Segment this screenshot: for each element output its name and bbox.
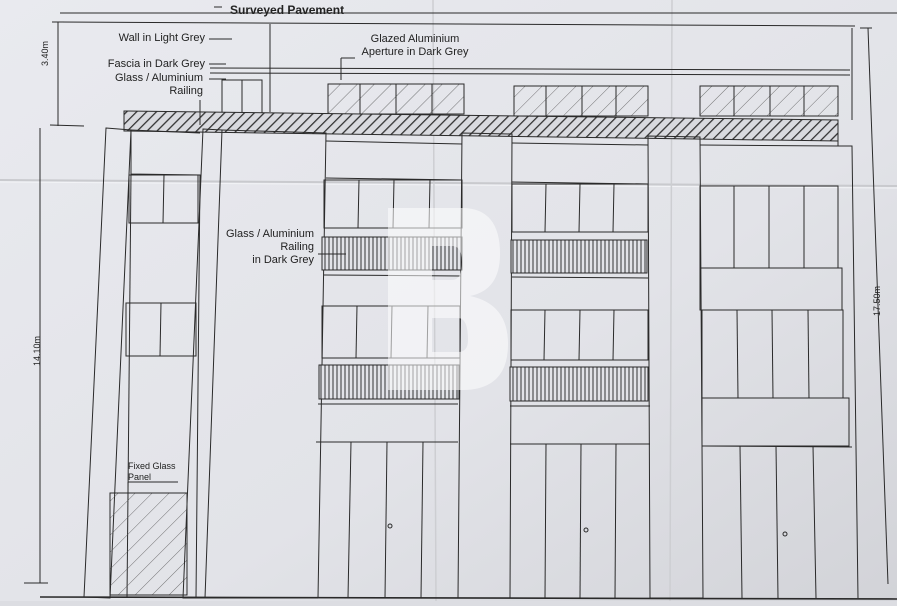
railing-top-label xyxy=(60,72,203,98)
wall-light-grey-label: Wall in Light Grey xyxy=(118,32,205,44)
fixed-glass-panel-label-line2: Panel xyxy=(128,472,152,482)
glazed-aperture-label-line1: Glazed Aluminium xyxy=(370,33,460,45)
fixed-glass-panel-label-line1: Fixed Glass xyxy=(128,461,176,471)
railing-mid-label-line1: Glass / Aluminium xyxy=(225,228,314,240)
glazed-aperture-label-line2: Aperture in Dark Grey xyxy=(361,46,469,58)
railing-mid-label xyxy=(200,228,314,267)
railing-mid-label-line3: in Dark Grey xyxy=(252,254,314,266)
penthouse-height-dimension: 3.40m xyxy=(40,40,50,66)
fascia-dark-grey-label: Fascia in Dark Grey xyxy=(107,58,205,70)
surveyed-pavement-label: Surveyed Pavement xyxy=(230,3,345,17)
fixed-glass-panel-label xyxy=(128,461,176,483)
railing-top-label-line2: Railing xyxy=(169,85,203,97)
railing-bay-b-lower xyxy=(510,367,648,401)
building-height-dimension: 14.10m xyxy=(32,335,42,366)
glazed-aperture-label xyxy=(335,33,495,59)
railing-top-label-line1: Glass / Aluminium xyxy=(114,72,203,84)
overall-height-dimension: 17.50m xyxy=(872,285,882,316)
railing-mid-label-line2: Railing xyxy=(280,241,314,253)
railing-bay-b-upper xyxy=(511,240,647,273)
